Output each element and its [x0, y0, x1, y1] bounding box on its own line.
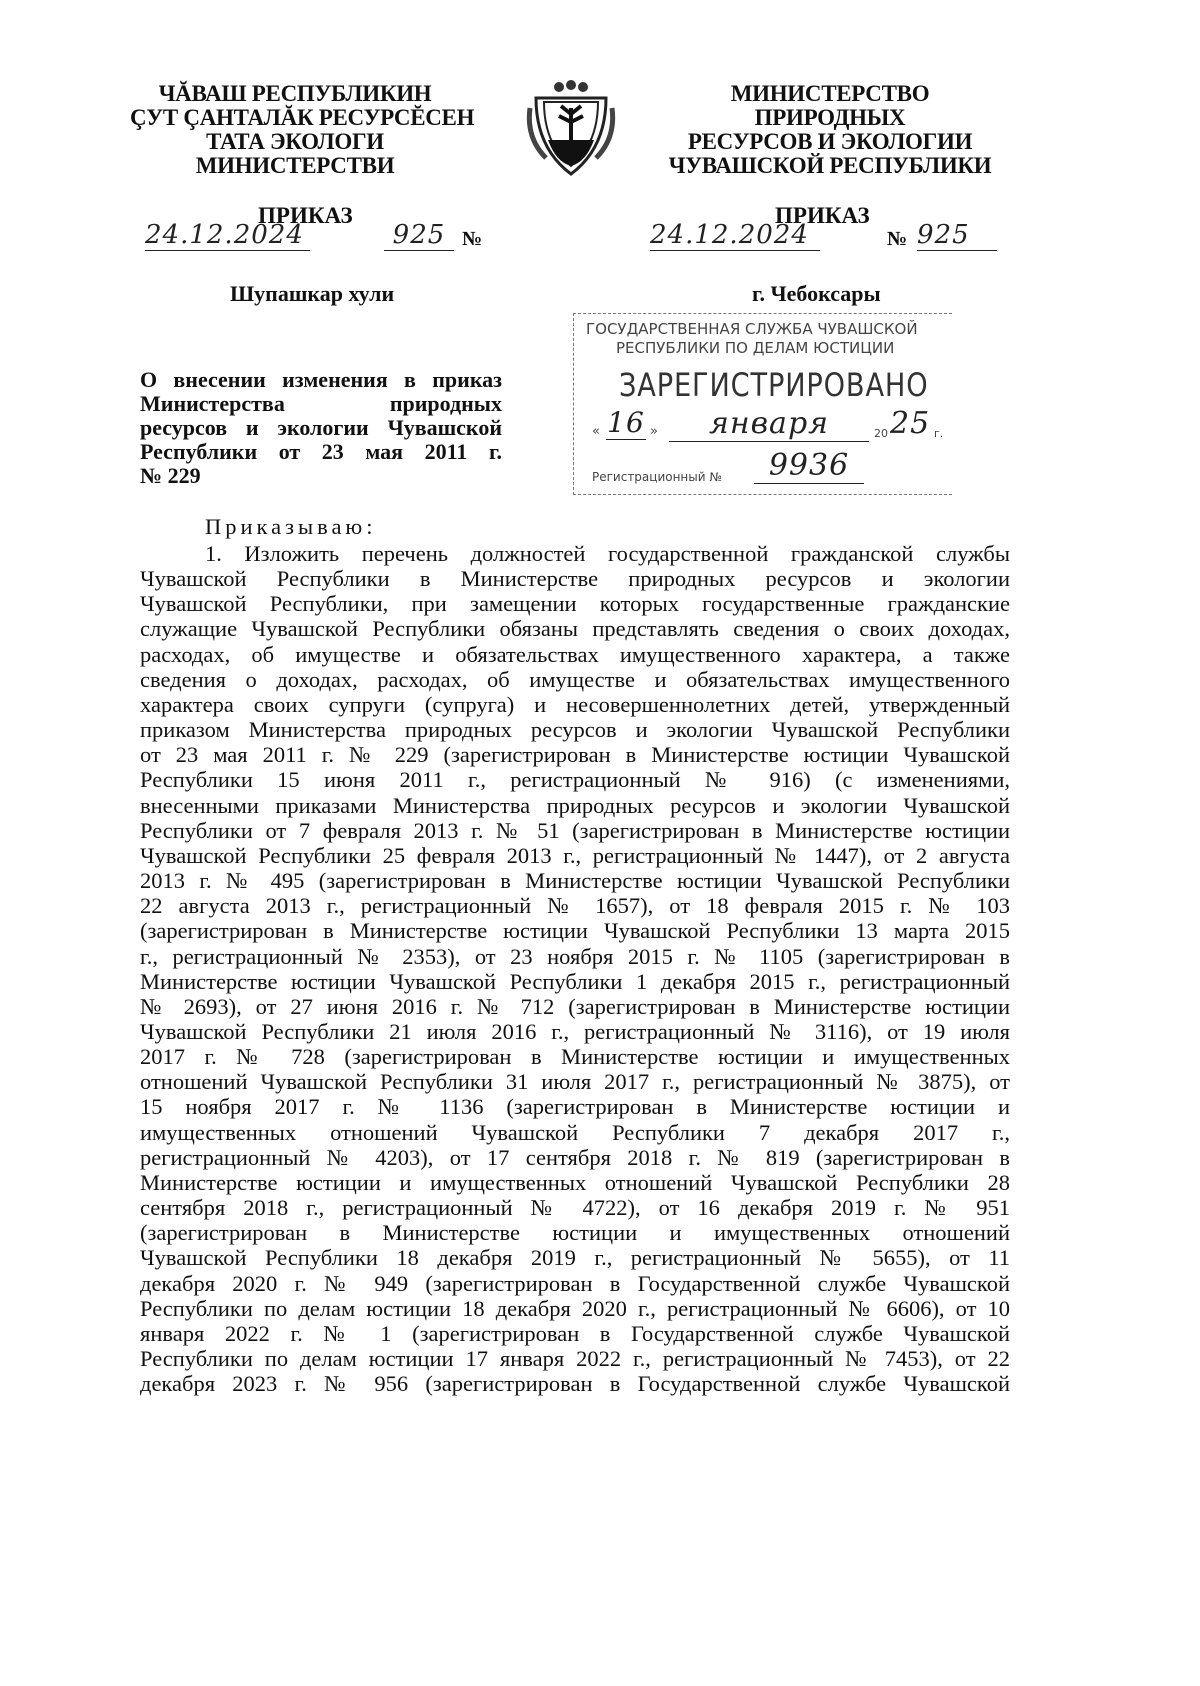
body-line: 22 августа 2013 г., регистрационный № 1657), от 18 февраля 2015 г. № 103: [140, 893, 1010, 919]
body-line: 2013 г. № 495 (зарегистрирован в Министерстве юстиции Чувашской Республики: [140, 868, 1010, 894]
stamp-line-2: РЕСПУБЛИКИ ПО ДЕЛАМ ЮСТИЦИИ: [616, 339, 895, 357]
body-line: приказом Министерства природных ресурсов и экологии Чувашской Республики: [140, 717, 1010, 743]
stamp-quote-open: «: [592, 424, 600, 439]
body-line: Чувашской Республики 25 февраля 2013 г., регистрационный № 1447), от 2 августа: [140, 842, 1010, 868]
header-line: ПРИРОДНЫХ: [754, 105, 906, 130]
body-line: Чувашской Республики 18 декабря 2019 г., регистрационный № 5655), от 11: [140, 1245, 1010, 1271]
body-line: сентября 2018 г., регистрационный № 4722), от 16 декабря 2019 г. № 951: [140, 1195, 1010, 1221]
body-line: отношений Чувашской Республики 31 июля 2017 г., регистрационный № 3875), от: [140, 1069, 1010, 1095]
header-line: РЕСУРСОВ И ЭКОЛОГИИ: [687, 129, 973, 154]
body-line: января 2022 г. № 1 (зарегистрирован в Государственной службе Чувашской: [140, 1320, 1010, 1346]
order-label-right: ПРИКАЗ: [775, 203, 870, 228]
body-line: (зарегистрирован в Министерстве юстиции и имущественных отношений: [140, 1220, 1010, 1246]
body-line: служащие Чувашской Республики обязаны представлять сведения о своих доходах,: [140, 616, 1010, 642]
ministry-name-russian: [660, 82, 1000, 178]
body-line: Республики 15 июня 2011 г., регистрационный № 916) (с изменениями,: [140, 767, 1010, 793]
body-line: Министерстве юстиции и имущественных отношений Чувашской Республики 28: [140, 1169, 1010, 1195]
stamp-line-1: ГОСУДАРСТВЕННАЯ СЛУЖБА ЧУВАШСКОЙ: [586, 320, 918, 338]
registration-stamp: [573, 313, 952, 495]
body-line: сведения о доходах, расходах, об имуществе и обязательствах имущественного: [140, 666, 1010, 692]
body-line: Республики от 7 февраля 2013 г. № 51 (зарегистрирован в Министерстве юстиции: [140, 817, 1010, 843]
stamp-quote-close: »: [650, 424, 658, 439]
city-chuvash: Шупашкар хули: [230, 281, 395, 306]
body-line: расходах, об имуществе и обязательствах имущественного характера, а также: [140, 641, 1010, 667]
body-line: 2017 г. № 728 (зарегистрирован в Министерстве юстиции и имущественных: [140, 1044, 1010, 1070]
document-title: [140, 368, 502, 488]
body-line: г., регистрационный № 2353), от 23 ноября 2015 г. № 1105 (зарегистрирован в: [140, 943, 1010, 969]
city-russian: г. Чебоксары: [752, 281, 881, 306]
coat-of-arms-icon: [526, 78, 616, 178]
body-line: 1. Изложить перечень должностей государственной гражданской службы: [205, 541, 1010, 566]
body-line: внесенными приказами Министерства природных ресурсов и экологии Чувашской: [140, 792, 1010, 818]
title-line: Республики от 23 мая 2011 г.: [140, 439, 502, 464]
stamp-day: 16: [607, 406, 645, 439]
header-line: ÇУТ ÇАНТАЛĂК РЕСУРCĔСЕН: [130, 105, 475, 130]
stamp-month: января: [669, 406, 869, 442]
order-word: Приказываю:: [205, 514, 377, 539]
stamp-year: 25: [890, 406, 931, 441]
number-sign-right: №: [887, 228, 908, 250]
order-date-left: 24.12.2024: [145, 220, 310, 251]
header-line: МИНИСТЕРСТВИ: [195, 153, 395, 178]
body-line: 15 ноября 2017 г. № 1136 (зарегистрирован в Министерстве юстиции и: [140, 1094, 1010, 1120]
ministry-name-chuvash: [130, 81, 475, 178]
header-line: ЧУВАШСКОЙ РЕСПУБЛИКИ: [668, 153, 992, 178]
body-line: имущественных отношений Чувашской Республики 7 декабря 2017 г.,: [140, 1119, 1010, 1145]
title-line: ресурсов и экологии Чувашской: [140, 415, 502, 440]
body-line: Министерстве юстиции Чувашской Республики 1 декабря 2015 г., регистрационный: [140, 968, 1010, 994]
body-line: Республики по делам юстиции 18 декабря 2020 г., регистрационный № 6606), от 10: [140, 1295, 1010, 1321]
order-date-right: 24.12.2024: [650, 220, 820, 251]
body-line: Чувашской Республики в Министерстве природных ресурсов и экологии: [140, 566, 1010, 592]
body-line: Республики по делам юстиции 17 января 2022 г., регистрационный № 7453), от 22: [140, 1346, 1010, 1371]
body-line: характера своих супруги (супруга) и несовершеннолетних детей, утвержденный: [140, 691, 1010, 717]
stamp-status: ЗАРЕГИСТРИРОВАНО: [619, 366, 929, 404]
order-number-right: 925: [917, 220, 997, 251]
title-line: № 229: [140, 463, 201, 488]
stamp-reg-number: 9936: [754, 448, 864, 484]
document-body: [140, 541, 1010, 1396]
stamp-reg-label: Регистрационный №: [592, 470, 722, 484]
header-line: ТАТА ЭКОЛОГИ: [206, 129, 384, 154]
number-sign-left: №: [462, 228, 483, 250]
header-line: ЧĂВАШ РЕСПУБЛИКИН: [158, 81, 432, 106]
stamp-year-abbr: г.: [934, 427, 944, 440]
order-number-left: 925: [384, 220, 454, 251]
body-line: Чувашской Республики 21 июля 2016 г., регистрационный № 3116), от 19 июля: [140, 1018, 1010, 1044]
body-line: регистрационный № 4203), от 17 сентября 2018 г. № 819 (зарегистрирован в: [140, 1144, 1010, 1170]
title-line: Министерства природных: [140, 391, 502, 416]
body-line: декабря 2023 г. № 956 (зарегистрирован в Государственной службе Чувашской: [140, 1371, 1010, 1397]
title-line: О внесении изменения в приказ: [140, 367, 502, 392]
header-line: МИНИСТЕРСТВО: [730, 81, 930, 106]
body-line: декабря 2020 г. № 949 (зарегистрирован в Государственной службе Чувашской: [140, 1270, 1010, 1296]
body-line: Чувашской Республики, при замещении которых государственные гражданские: [140, 591, 1010, 617]
body-line: от 23 мая 2011 г. № 229 (зарегистрирован в Министерстве юстиции Чувашской: [140, 742, 1010, 768]
order-label-left: ПРИКАЗ: [258, 203, 353, 228]
stamp-year-prefix: 20: [874, 427, 888, 440]
body-line: № 2693), от 27 июня 2016 г. № 712 (зарегистрирован в Министерстве юстиции: [140, 993, 1010, 1019]
body-line: (зарегистрирован в Министерстве юстиции Чувашской Республики 13 марта 2015: [140, 918, 1010, 944]
